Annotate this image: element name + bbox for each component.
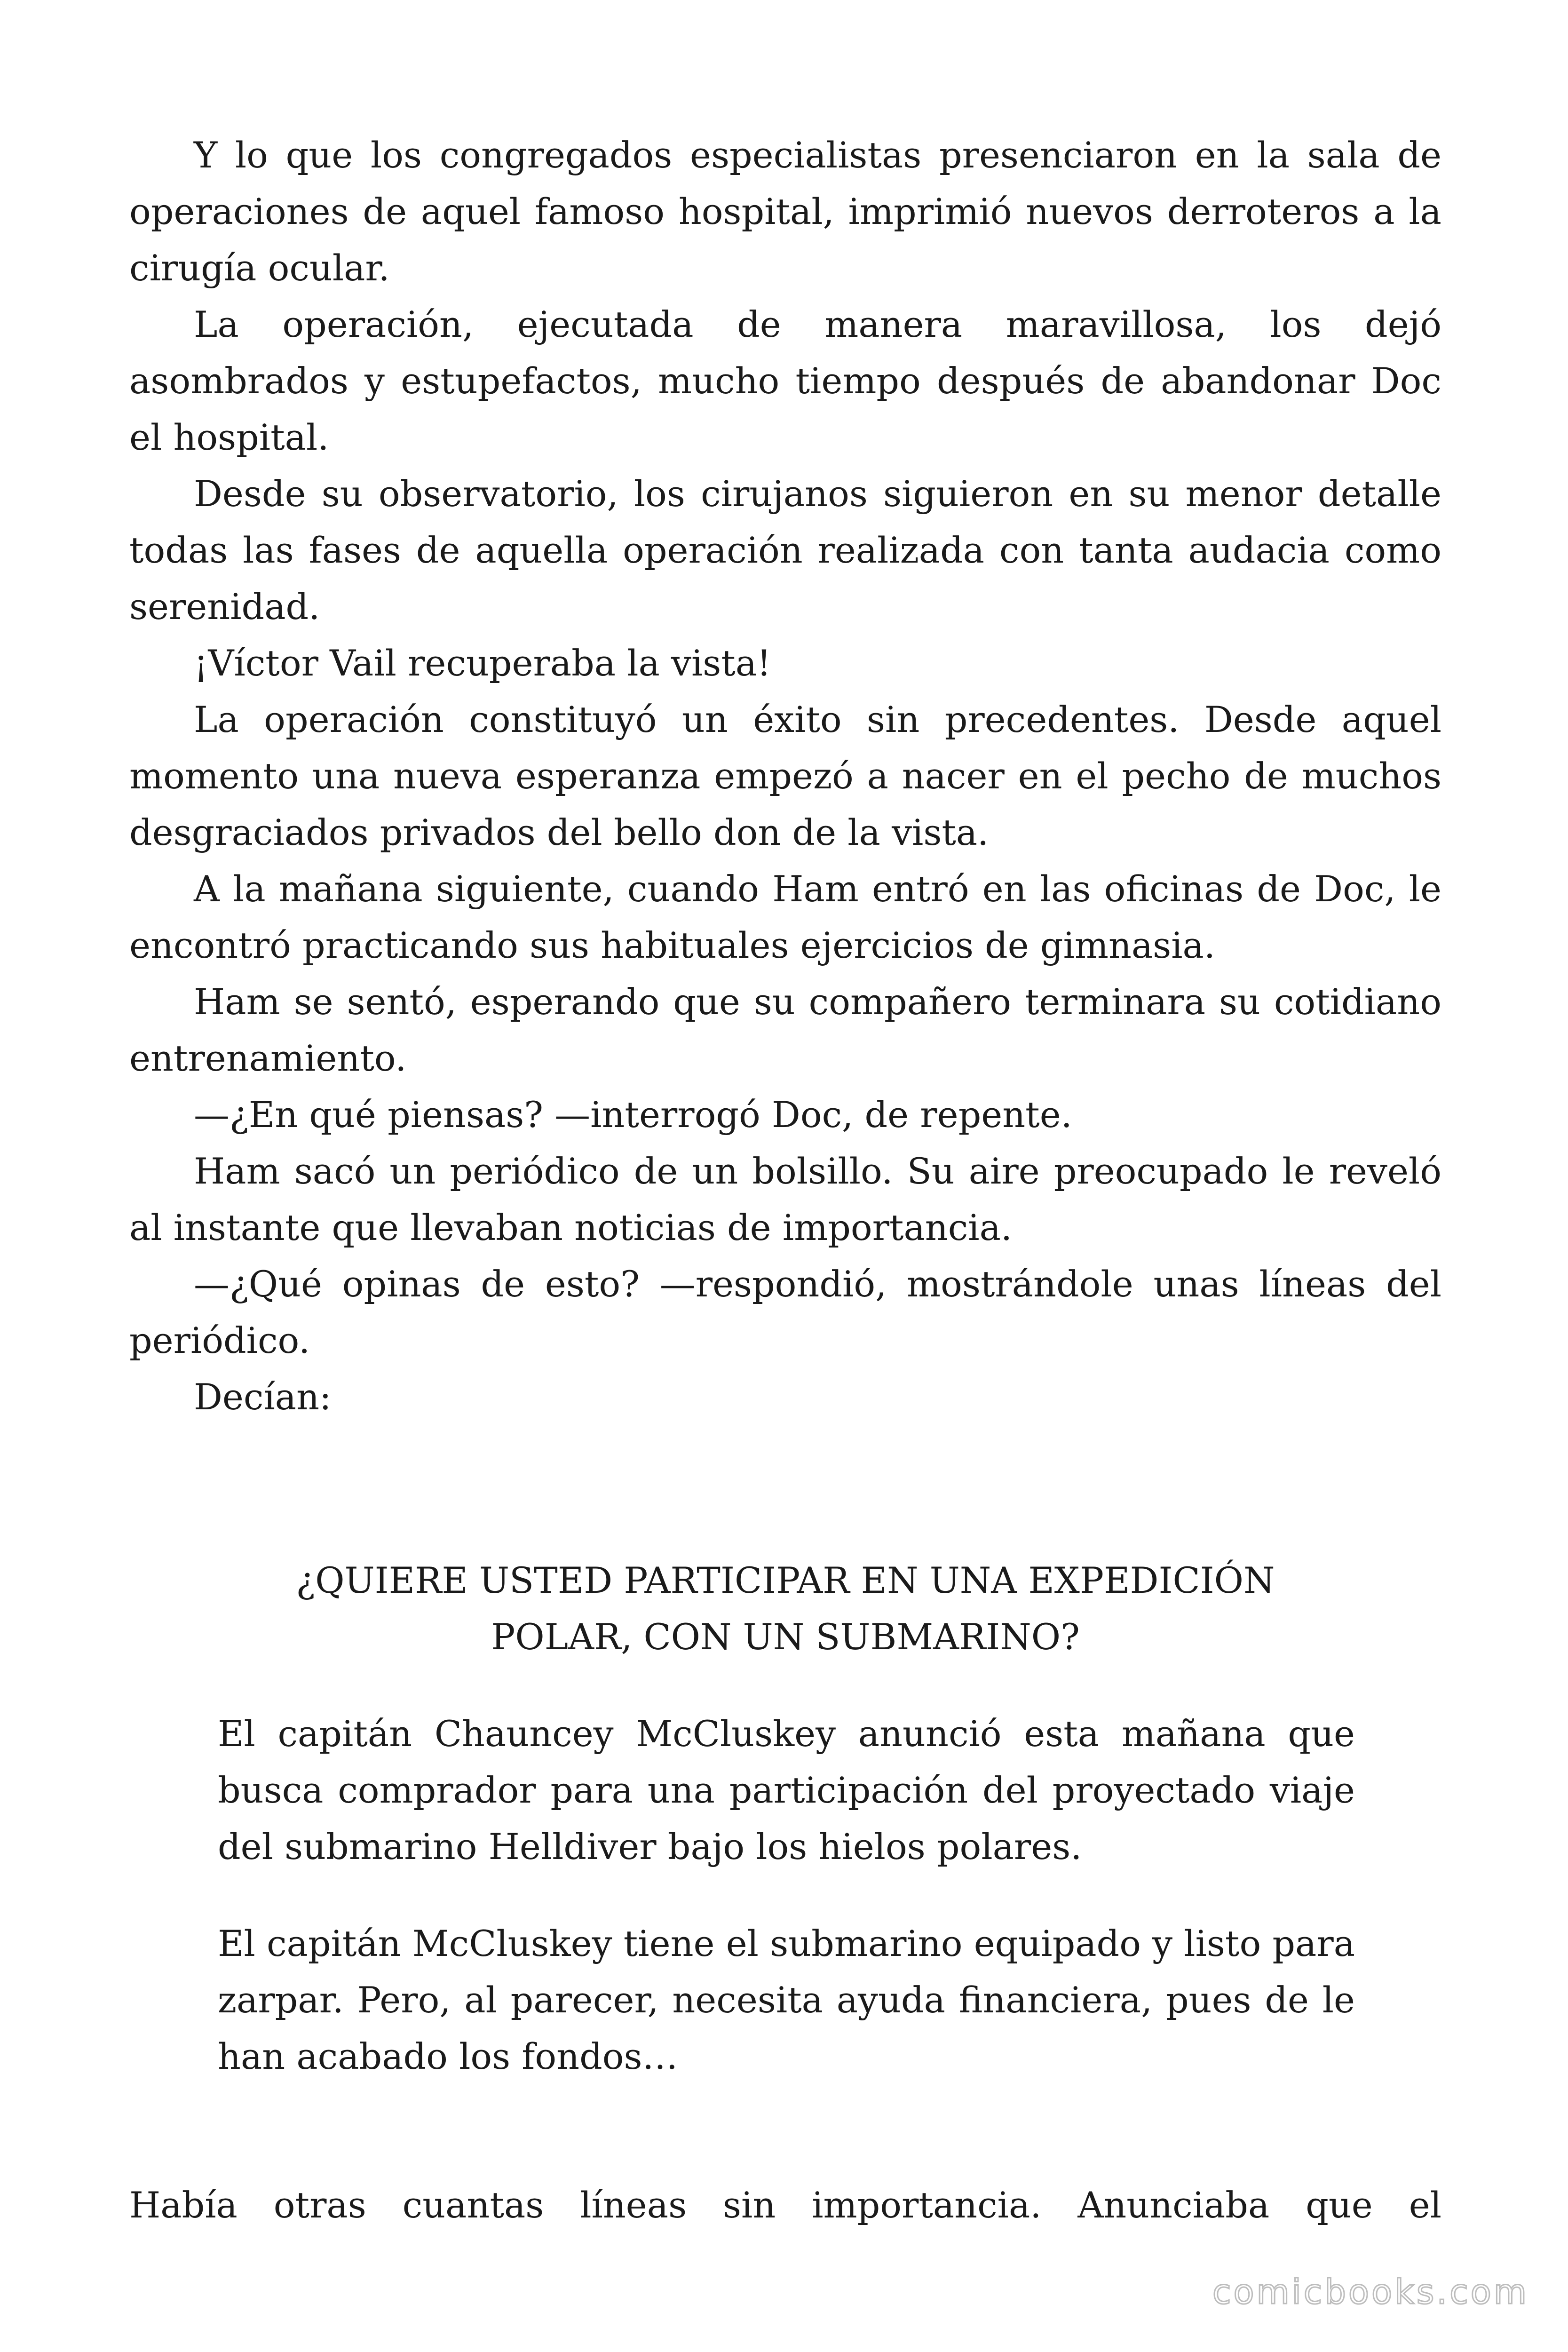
paragraph: Desde su observatorio, los cirujanos siguieron en su menor detalle todas las fases de aquella operación realizada con tanta audacia como serenidad. — [129, 473, 1441, 628]
paragraph: Decían: — [194, 1376, 332, 1418]
paragraph: A la mañana siguiente, cuando Ham entró en las oficinas de Doc, le encontró practicando sus habituales ejercicios de gimnasia. — [129, 868, 1441, 966]
paragraph: Ham sacó un periódico de un bolsillo. Su aire preocupado le reveló al instante que llevaban noticias de importancia. — [129, 1150, 1441, 1248]
paragraph: La operación, ejecutada de manera maravillosa, los dejó asombrados y estupefactos, mucho tiempo después de abandonar Doc el hospital. — [129, 303, 1441, 458]
news-headline-line-1: ¿QUIERE USTED PARTICIPAR EN UNA EXPEDICIÓN — [296, 1559, 1275, 1601]
paragraph: La operación constituyó un éxito sin precedentes. Desde aquel momento una nueva esperanza empezó a nacer en el pecho de muchos desgraciados privados del bello don de la vista. — [129, 699, 1441, 853]
paragraph: ¡Víctor Vail recuperaba la vista! — [194, 642, 771, 684]
paragraph: Ham se sentó, esperando que su compañero terminara su cotidiano entrenamiento. — [129, 981, 1441, 1079]
news-headline-line-2: POLAR, CON UN SUBMARINO? — [491, 1616, 1080, 1658]
news-excerpt — [218, 1706, 1355, 2085]
news-paragraph: El capitán McCluskey tiene el submarino equipado y listo para zarpar. Pero, al parecer, necesita ayuda financiera, pues de le han acabado los fondos… — [218, 1923, 1355, 2077]
watermark-logo: comicbooks.com — [1212, 2272, 1529, 2312]
paragraph: Y lo que los congregados especialistas presenciaron en la sala de operaciones de aquel famoso hospital, imprimió nuevos derroteros a la cirugía ocular. — [129, 134, 1441, 289]
news-headline — [129, 1552, 1441, 1665]
news-paragraph: El capitán Chauncey McCluskey anunció esta mañana que busca comprador para una participación del proyectado viaje del submarino Helldiver bajo los hielos polares. — [218, 1713, 1355, 1867]
paragraph: —¿Qué opinas de esto? —respondió, mostrándole unas líneas del periódico. — [129, 1263, 1441, 1361]
page-body — [129, 127, 1441, 2269]
paragraph: —¿En qué piensas? —interrogó Doc, de repente. — [194, 1094, 1072, 1136]
continuation-paragraph: Había otras cuantas líneas sin importancia. Anunciaba que el — [129, 2184, 1441, 2226]
